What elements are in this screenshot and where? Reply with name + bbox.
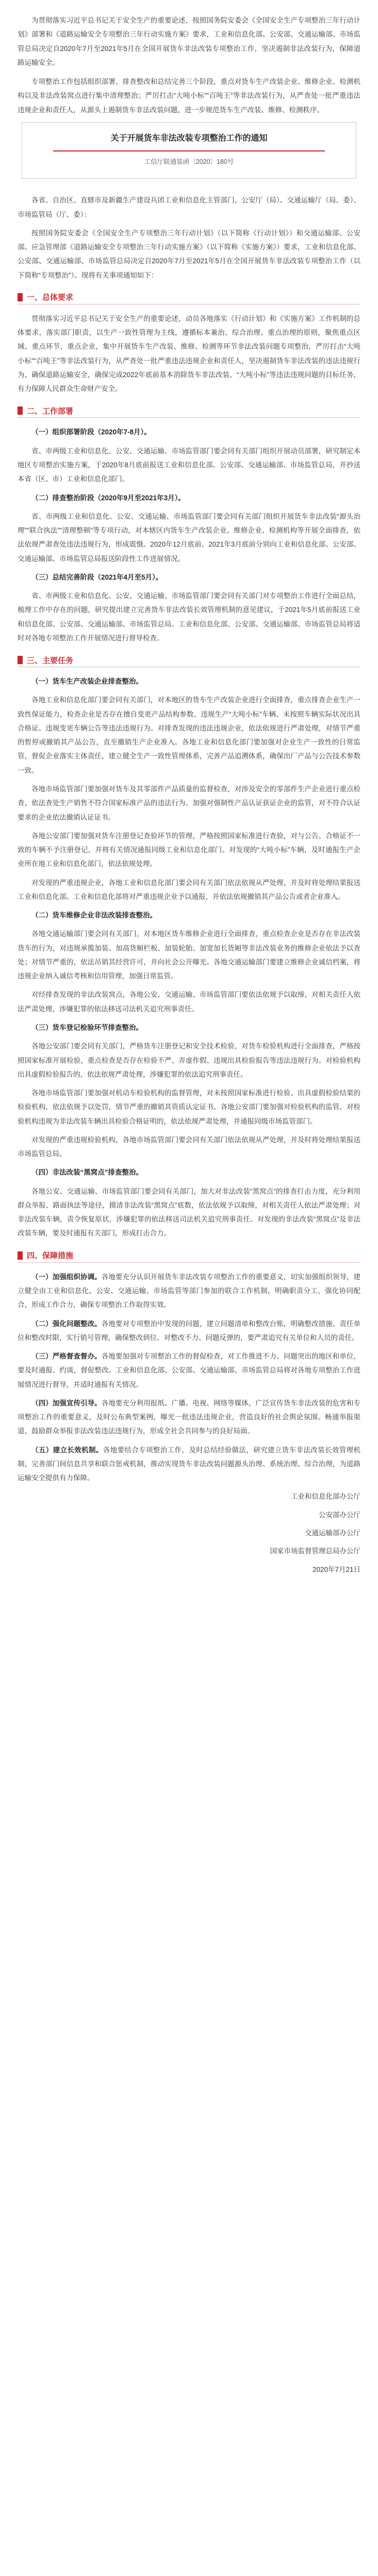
- red-divider: [53, 150, 325, 151]
- body-paragraph: [18, 1349, 360, 1392]
- subsection-title: [18, 1021, 360, 1035]
- body-paragraph: [18, 829, 360, 871]
- paragraph-lead: （二）货车维修企业非法改装排查整治。: [31, 911, 157, 920]
- section-title: 四、保障措施: [27, 1251, 74, 1261]
- paragraph-lead: （三）总结完善阶段（2021年4月至5月）。: [31, 573, 163, 581]
- intro-paragraph: 为贯彻落实习近平总书记关于安全生产的重要论述，按照国务院安委会《全国安全生产专项整治三年行动计划》部署和《道路运输安全专项整治三年行动实施方案》要求，工业和信息化部、公安部、交通运输部、市场监管总局决定自2020年7月至2021年5月在全国开展货车非法改装专项整治工作，坚决遏制非法改装行为，保障道路运输安全。: [18, 16, 360, 66]
- addressee: 各省、自治区、直辖市及新疆生产建设兵团工业和信息化主管部门、公安厅（局）、交通运输厅（局、委）、市场监管局（厅、委）：: [18, 196, 360, 218]
- signature-line: 交通运输部办公厅: [305, 1529, 360, 1537]
- body-paragraph: [18, 510, 360, 566]
- subsection-title: [18, 1165, 360, 1179]
- paragraph-text: 对经排查发现的非法改装窝点，各地公安、交通运输、市场监管部门要依法依规予以取缔，对相关责任人依法严肃处理，涉嫌犯罪的依法移送司法机关追究刑事责任。: [18, 991, 360, 1013]
- signature-date: 2020年7月21日: [312, 1565, 360, 1573]
- paragraph-lead: （一）组织部署阶段（2020年7-8月）。: [31, 428, 151, 436]
- body-paragraph: [18, 1039, 360, 1081]
- body-paragraph: [18, 876, 360, 904]
- signature-line: 公安部办公厅: [319, 1511, 360, 1519]
- paragraph-lead: （二）强化问题整改。: [31, 1319, 102, 1328]
- paragraph-text: 对发现的严重违规检验机构，各地市场监管部门要会同有关部门依法依规从严处理，并及时将处理结果报送市场监管总局。: [18, 1136, 360, 1158]
- body-paragraph: [18, 782, 360, 824]
- notice-intro-paragraph: 按照国务院安委会《全国安全生产专项整治三年行动计划》（以下简称《行动计划》）和交通运输部、公安部、应急管理部《道路运输安全专项整治三年行动实施方案》（以下简称《实施方案》）要求，工业和信息化部、公安部、交通运输部、市场监管总局决定自2020年7月至2021年5月在全国开展货车非法改装专项整治工作（以下简称“专项整治”）。现将有关事项通知如下：: [18, 229, 360, 279]
- intro-paragraph: 专项整治工作包括组织部署、排查整改和总结完善三个阶段，重点对货车生产改装企业、维修企业、检测机构以及非法改装窝点进行集中清理整治；严厉打击“大吨小标”“百吨王”等非法改装行为，从严查处一批严重违法违规企业和责任人，从源头上遏制货车非法改装问题，进一步规范货车生产改装、维修、检测秩序。: [18, 78, 360, 114]
- section-header: [18, 291, 360, 304]
- subsection-title: [18, 570, 360, 584]
- body-paragraph: [18, 1133, 360, 1161]
- body-paragraph: [18, 1317, 360, 1345]
- notice-sections: [18, 291, 360, 1485]
- section-title: 三、主要任务: [27, 656, 74, 665]
- section-header: [18, 404, 360, 418]
- subsection-title: [18, 491, 360, 505]
- paragraph-lead: （三）严格督查督办。: [31, 1352, 102, 1361]
- body-paragraph: [18, 589, 360, 645]
- body-paragraph: [18, 693, 360, 777]
- paragraph-text: 省、市两级工业和信息化、公安、交通运输、市场监管部门要会同有关部门对专项整治工作进行全面总结，梳理工作中存在的问题，研究提出建立完善货车非法改装长效管理机制的意见建议，于2021年5月底前报送工业和信息化部、公安部、交通运输部、市场监管总局。工业和信息化部、公安部、交通运输部、市场监管总局将适时对各地专项整治工作开展情况进行督导检查。: [18, 592, 360, 642]
- notice-title: 关于开展货车非法改装专项整治工作的通知: [110, 133, 268, 143]
- paragraph-text: 各地公安、交通运输、市场监管部门要会同有关部门，加大对非法改装“黑窝点”的排查打击力度，充分利用群众举报、路面执法等途径，摸清非法改装“黑窝点”底数，依法依规予以取缔，对相关责任人依法严肃处理；对非法改装车辆，责令恢复原状，涉嫌犯罪的依法移送司法机关追究刑事责任。对发现的非法改装“黑窝点”及非法改装车辆，要及时通报有关部门，形成打击合力。: [18, 1187, 360, 1238]
- paragraph-text: 各地工业和信息化部门要会同有关部门，对本地区的货车生产改装企业进行全面排查，重点排查企业生产一致性保证能力，检查企业是否存在擅自变更产品结构参数、违规生产“大吨小标”车辆、未按照车辆实际状况出具合格证、违规变更车辆公告等违法违规行为。对排查发现的违法违规企业，依法依规进行严肃处理，对情节严重的暂停或撤销其产品公告，直至撤销生产企业准入。各地工业和信息化部门要加强对企业生产一致性的日常监管，督促企业落实主体责任，建立健全生产一致性管理体系，完善产品追溯体系，确保出厂产品与公告技术参数一致。: [18, 696, 360, 774]
- paragraph-lead: （一）货车生产改装企业排查整治。: [31, 677, 143, 686]
- paragraph-lead: （四）非法改装“黑窝点”排查整治。: [31, 1168, 143, 1177]
- paragraph-lead: （五）建立长效机制。: [31, 1446, 103, 1454]
- document-number: 工信厅联通装函〔2020〕180号: [144, 158, 234, 166]
- paragraph-text: 各地公安部门要加强对货车注册登记查验环节的管理，严格按照国家标准进行查验，对与公告、合格证不一致的车辆不予注册登记，并将有关情况通报同级工业和信息化部门。对发现的“大吨小标”车辆，及时通报生产企业所在地工业和信息化部门，依法依规处理。: [18, 832, 360, 868]
- section-title: 二、工作部署: [27, 406, 74, 416]
- body-paragraph: [18, 1396, 360, 1438]
- signature-line: 国家市场监督管理总局办公厅: [270, 1547, 360, 1555]
- signature-block: [18, 1489, 360, 1576]
- paragraph-text: 各地要结合专项整治工作，及时总结经验做法，研究建立货车非法改装长效管理机制，完善部门间信息共享和联合惩戒机制，推动实现货车非法改装问题源头治理、系统治理、综合治理，为道路运输安全提供有力保障。: [18, 1446, 361, 1482]
- paragraph-text: 各地公安部门要会同有关部门，严格货车注册登记和安全技术检验，对货车检验机构进行全面排查，严格按照国家标准开展检验，重点检查是否存在检验不严、弄虚作假、违规出具检验报告等违法违规行为。对检验机构出具虚假检验报告的，依法依规严肃处理，涉嫌犯罪的依法追究刑事责任。: [18, 1042, 360, 1078]
- paragraph-text: 各地要充分利用报纸、广播、电视、网络等媒体，广泛宣传货车非法改装的危害和专项整治工作的重要意义，及时公布典型案例，曝光一批违法违规企业，营造良好的社会舆论氛围。畅通举报渠道，鼓励群众举报非法改装违法违规行为，形成全社会共同参与的良好局面。: [18, 1399, 361, 1435]
- paragraph-text: 各地市场监管部门要加强对机动车检验机构的监督管理，对未按照国家标准进行检验、出具虚假检验结果的检验机构，依法依规予以处罚，情节严重的撤销其资质认定证书。各地公安部门要加强对检验机构的监管，对检验机构违规为非法改装车辆出具检验合格证明的，依法依规严肃处理，并通报同级市场监管部门。: [18, 1089, 360, 1125]
- paragraph-lead: （二）排查整治阶段（2020年9月至2021年3月）。: [31, 494, 185, 502]
- section-header: [18, 653, 360, 667]
- paragraph-text: 贯彻落实习近平总书记关于安全生产的重要论述，动员各地落实《行动计划》和《实施方案》工作机制的总体要求，落实部门职责，以生产一致性管理为主线，遵循标本兼治、综合治理、重点治理的原则，聚焦重点区域、重点环节、重点企业，集中开展货车生产改装、维修、检测等环节非法改装问题专项整治，严厉打击“大吨小标”“百吨王”等非法改装行为，从严查处一批严重违法违规企业和责任人，坚决遏制货车非法改装的违法违规行为，确保道路运输安全，确保完成2022年底前基本消除货车非法改装、“大吨小标”等违法违规问题的目标任务，有力保障人民群众生命财产安全。: [18, 314, 360, 393]
- paragraph-text: 各地要对专项整治中发现的问题，建立问题清单和整改台账，明确整改措施、责任单位和整改时限，实行销号管理，确保整改到位。对整改不力、问题反弹的，要严肃追究有关单位和人员的责任。: [18, 1319, 361, 1342]
- section-marker-icon: [18, 656, 23, 664]
- body-paragraph: [18, 1184, 360, 1241]
- paragraph-text: 各地要充分认识开展货车非法改装专项整治工作的重要意义，切实加强组织领导，建立健全由工业和信息化、公安、交通运输、市场监管等部门参加的联合工作机制，明确职责分工，强化协同配合，形成工作合力，确保专项整治工作取得实效。: [18, 1273, 361, 1309]
- section-marker-icon: [18, 406, 23, 415]
- body-paragraph: [18, 1086, 360, 1128]
- article-intro: [18, 13, 360, 117]
- signature-line: 工业和信息化部办公厅: [291, 1493, 360, 1501]
- notice-header-box: [22, 122, 356, 179]
- section-header: [18, 1249, 360, 1263]
- paragraph-text: 各地交通运输部门要会同有关部门，对本地区货车维修企业进行全面排查，重点检查企业是否存在非法改装货车的行为，对违规承揽加装、加高货厢栏板、加装轮胎、加宽加长货厢等非法改装业务的维修企业依法予以查处；对情节严重的，依法吊销其经营许可，并向社会公开曝光。各地交通运输部门要建立维修企业诚信档案，将违规企业纳入诚信考核和信用管理，加强日常监管。: [18, 930, 360, 980]
- paragraph-lead: （三）货车登记检验环节排查整治。: [31, 1024, 143, 1031]
- body-paragraph: [18, 312, 360, 396]
- paragraph-lead: （四）加强宣传引导。: [31, 1399, 102, 1407]
- body-paragraph: [18, 1443, 360, 1485]
- body-paragraph: [18, 927, 360, 983]
- subsection-title: [18, 908, 360, 922]
- body-paragraph: [18, 444, 360, 486]
- paragraph-text: 各地市场监管部门要加强对货车及其零部件产品质量的监督检查，对涉及安全的零部件生产企业进行重点检查，依法查处生产销售不符合国家标准产品的违法行为。加强对强制性产品认证获证企业的监管，对不符合认证要求的企业依法撤销认证证书。: [18, 785, 360, 821]
- paragraph-text: 对发现的严重违规企业，各地工业和信息化部门要会同有关部门依法依规从严处理，并及时将处理结果报送工业和信息化部。工业和信息化部将对严重违规企业予以通报，并依法依规撤销其产品公告或者企业准入。: [18, 878, 360, 901]
- section-title: 一、总体要求: [27, 293, 74, 302]
- subsection-title: [18, 425, 360, 439]
- paragraph-text: 各地要加强对专项整治工作的督促检查，对工作推进不力、问题突出的地区和单位，要及时通报、约谈，督促整改。工业和信息化部、公安部、交通运输部、市场监管总局将对各地专项整治工作进展情况进行督导，并适时通报有关情况。: [18, 1352, 361, 1388]
- subsection-title: [18, 674, 360, 688]
- body-paragraph: [18, 988, 360, 1016]
- section-marker-icon: [18, 1251, 23, 1260]
- body-paragraph: [18, 1270, 360, 1312]
- section-marker-icon: [18, 293, 23, 301]
- paragraph-text: 省、市两级工业和信息化、公安、交通运输、市场监管部门要会同有关部门组织开展动员部署，研究制定本地区专项整治实施方案，于2020年8月底前报送工业和信息化部、公安部、交通运输部、市场监管总局，并抄送本省（区、市）工业和信息化部门。: [18, 447, 360, 483]
- paragraph-lead: （一）加强组织协调。: [31, 1273, 102, 1281]
- paragraph-text: 省、市两级工业和信息化、公安、交通运输、市场监管部门要会同有关部门组织开展货车非法改装“源头治理”“联合执法”“清理整顿”等专项行动，对本辖区内货车生产改装企业、维修企业、检测机构等开展全面排查，依法依规严肃查处违法违规行为，形成震慑。2020年12月底前、2021年3月底前分别向工业和信息化部、公安部、交通运输部、市场监管总局报送阶段性工作进展情况。: [18, 512, 360, 563]
